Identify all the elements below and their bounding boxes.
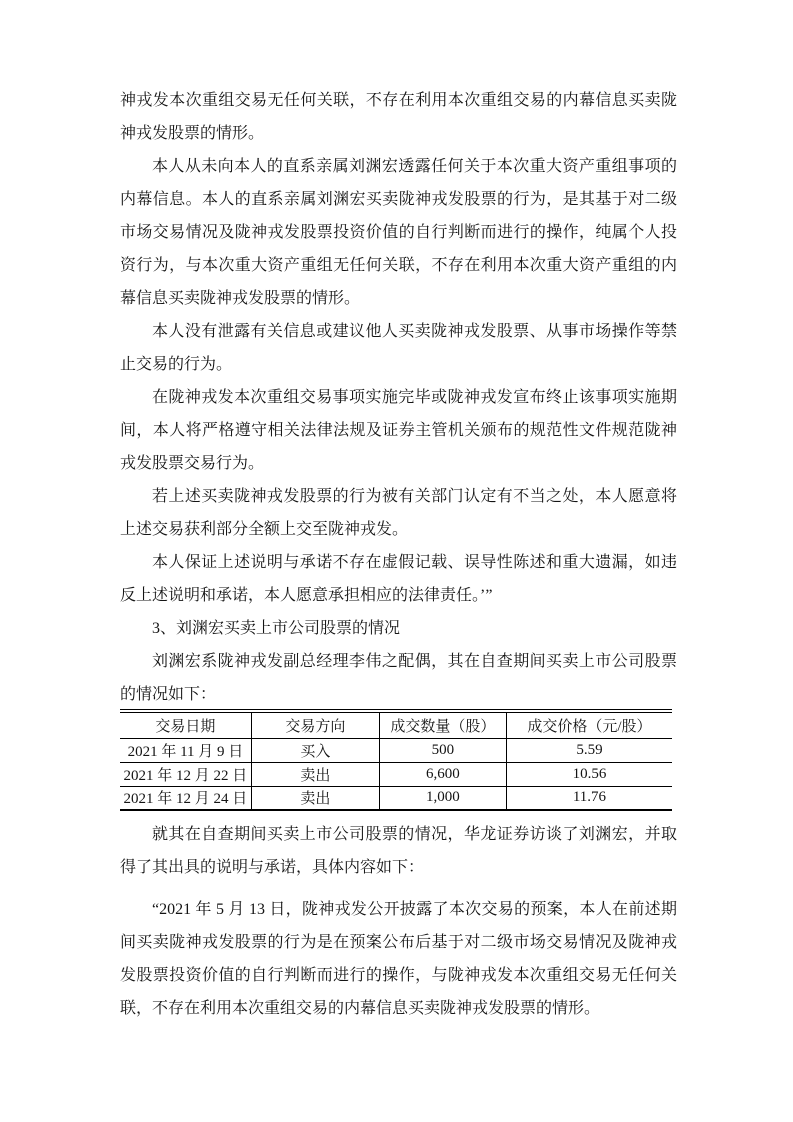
paragraph-continuation: 神戎发本次重组交易无任何关联，不存在利用本次重组交易的内幕信息买卖陇神戎发股票的情形。 — [120, 92, 677, 142]
paragraph-quote: “2021 年 5 月 13 日，陇神戎发公开披露了本次交易的预案，本人在前述期间买卖陇神戎发股票的行为是在预案公布后基于对二级市场交易情况及陇神戎发股票投资价值的自行判断而进行的操作，与陇神戎发本次重组交易无任何关联，不存在利用本次重组交易的内幕信息买卖陇神戎发股票的情形。 — [120, 901, 677, 1017]
table-row — [120, 738, 672, 762]
stock-trade-table — [120, 709, 672, 811]
table-cell-date: 2021 年 12 月 22 日 — [120, 762, 251, 786]
paragraph: 在陇神戎发本次重组交易事项实施完毕或陇神戎发宣布终止该事项实施期间，本人将严格遵守相关法律法规及证券主管机关颁布的规范性文件规范陇神戎发股票交易行为。 — [120, 389, 677, 472]
table-cell-price: 5.59 — [506, 738, 672, 762]
paragraph: 本人没有泄露有关信息或建议他人买卖陇神戎发股票、从事市场操作等禁止交易的行为。 — [120, 323, 677, 373]
document-content — [120, 84, 677, 1025]
table-header-cell-date: 交易日期 — [120, 711, 251, 738]
table-cell-price: 11.76 — [506, 786, 672, 810]
paragraph: 本人从未向本人的直系亲属刘渊宏透露任何关于本次重大资产重组事项的内幕信息。本人的直系亲属刘渊宏买卖陇神戎发股票的行为，是其基于对二级市场交易情况及陇神戎发股票投资价值的自行判断而进行的操作，纯属个人投资行为，与本次重大资产重组无任何关联，不存在利用本次重大资产重组的内幕信息买卖陇神戎发股票的情形。 — [120, 158, 677, 307]
table-cell-date: 2021 年 12 月 24 日 — [120, 786, 251, 810]
table-header-cell-direction: 交易方向 — [251, 711, 379, 738]
table-cell-price: 10.56 — [506, 762, 672, 786]
table-intro-paragraph: 刘渊宏系陇神戎发副总经理李伟之配偶，其在自查期间买卖上市公司股票的情况如下： — [120, 653, 677, 703]
table-cell-quantity: 6,600 — [379, 762, 506, 786]
table-cell-date: 2021 年 11 月 9 日 — [120, 738, 251, 762]
table-header-cell-quantity: 成交数量（股） — [379, 711, 506, 738]
table-cell-direction: 买入 — [251, 738, 379, 762]
table-header-cell-price: 成交价格（元/股） — [506, 711, 672, 738]
paragraph: 若上述买卖陇神戎发股票的行为被有关部门认定有不当之处，本人愿意将上述交易获利部分全额上交至陇神戎发。 — [120, 488, 677, 538]
table-cell-quantity: 1,000 — [379, 786, 506, 810]
table-header-row — [120, 711, 672, 738]
table-row — [120, 786, 672, 810]
paragraph: 就其在自查期间买卖上市公司股票的情况，华龙证券访谈了刘渊宏，并取得了其出具的说明与承诺，具体内容如下： — [120, 826, 677, 876]
paragraph: 本人保证上述说明与承诺不存在虚假记载、误导性陈述和重大遗漏，如违反上述说明和承诺，本人愿意承担相应的法律责任。’” — [120, 554, 677, 604]
table-cell-direction: 卖出 — [251, 762, 379, 786]
section-heading: 3、刘渊宏买卖上市公司股票的情况 — [152, 620, 401, 637]
table-cell-direction: 卖出 — [251, 786, 379, 810]
table-row — [120, 762, 672, 786]
table-cell-quantity: 500 — [379, 738, 506, 762]
